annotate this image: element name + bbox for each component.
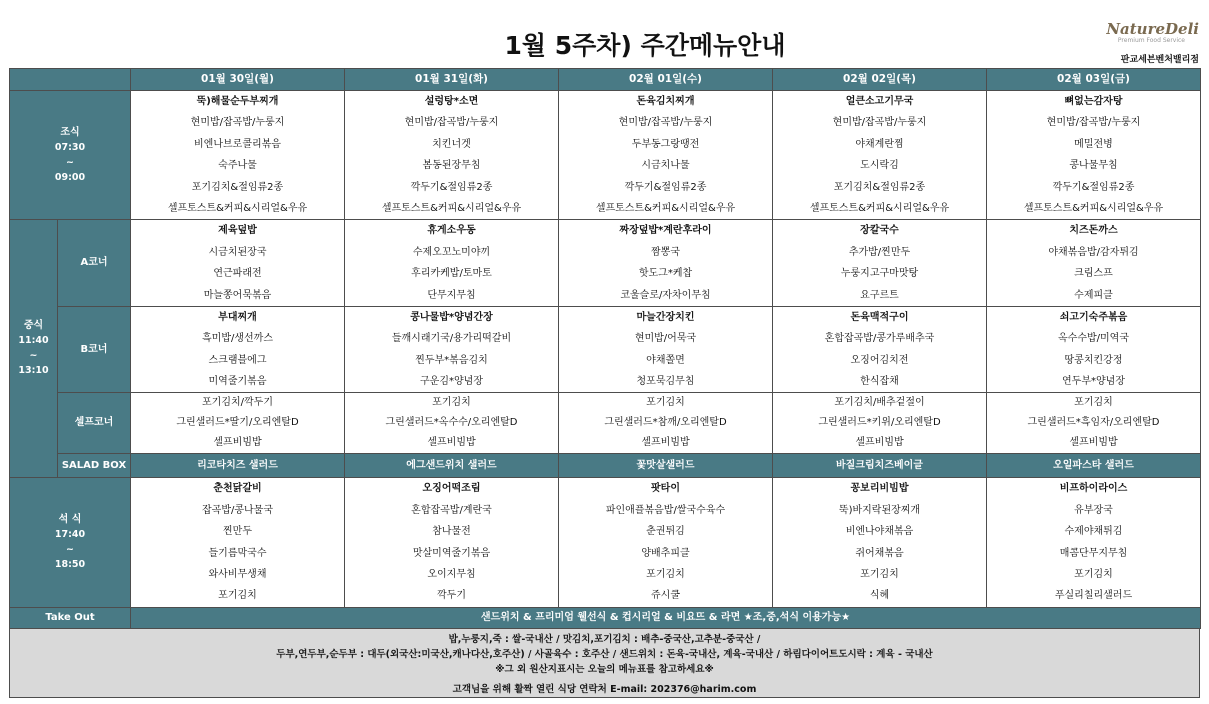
menu-item: 휴게소우동 <box>427 225 476 237</box>
lunch-menu-cell <box>987 220 1201 307</box>
day-header: 01월 31일(화) <box>345 69 559 91</box>
menu-item: 꽁보리비빔밥 <box>850 483 909 495</box>
menu-item: 춘권튀김 <box>646 526 685 538</box>
menu-item: 추가밥/찐만두 <box>848 246 911 258</box>
menu-item: 포기김치 <box>646 569 685 581</box>
menu-item: 유부장국 <box>1074 504 1113 516</box>
lunch-menu-cell <box>345 393 559 454</box>
salad-box-item: 리코타치즈 샐러드 <box>131 454 345 478</box>
menu-item: 혼합잡곡밥/계란국 <box>411 504 492 516</box>
menu-item: 포기김치 <box>432 397 471 409</box>
menu-item: 들깨시래기국/용가리떡갈비 <box>391 333 512 345</box>
breakfast-menu-cell <box>131 91 345 220</box>
corner-header-cell <box>10 69 131 91</box>
salad-box-label: SALAD BOX <box>58 454 131 478</box>
menu-item: 셀프토스트&커피&시리얼&우유 <box>167 202 308 214</box>
menu-item: 설렁탕*소면 <box>424 96 479 107</box>
menu-item: 치즈돈까스 <box>1069 225 1118 237</box>
menu-item: 한식잡채 <box>860 376 899 388</box>
menu-item: 시금치된장국 <box>208 246 267 258</box>
menu-item: 야채쫄면 <box>646 354 685 366</box>
meal-time-start: 17:40 <box>54 529 86 541</box>
takeout-label: Take Out <box>10 607 131 628</box>
menu-item: 그린샐러드*참깨/오리엔탈D <box>604 417 727 429</box>
dinner-menu-cell <box>773 478 987 607</box>
day-header-row <box>10 69 1201 91</box>
menu-item: 현미밥/잡곡밥/누룽지 <box>190 117 285 129</box>
menu-item: 포기김치 <box>218 590 257 602</box>
meal-time-end: 18:50 <box>54 559 86 571</box>
menu-item: 수제피클 <box>1074 289 1113 301</box>
menu-item: 오징어김치전 <box>850 354 909 366</box>
menu-item: 매콤단무지무침 <box>1059 547 1128 559</box>
lunch-menu-cell <box>345 306 559 393</box>
menu-item: 연두부*양념장 <box>1062 376 1125 388</box>
dinner-menu-cell <box>559 478 773 607</box>
menu-item: 구운김*양념장 <box>420 376 483 388</box>
menu-item: 장칼국수 <box>860 225 899 237</box>
dinner-menu-cell <box>345 478 559 607</box>
salad-box-row <box>10 454 1201 478</box>
menu-item: 현미밥/잡곡밥/누룽지 <box>404 117 499 129</box>
brand-logo <box>1079 20 1199 44</box>
lunch-menu-cell <box>987 306 1201 393</box>
menu-item: 포기김치 <box>1074 397 1113 409</box>
menu-item: 누룽지고구마맛탕 <box>840 268 919 280</box>
menu-item: 두부동그랑땡전 <box>631 138 700 150</box>
menu-item: 셀프토스트&커피&시리얼&우유 <box>809 202 950 214</box>
menu-item: 청포묵김무침 <box>636 376 695 388</box>
menu-item: 메밀전병 <box>1074 138 1113 150</box>
menu-item: 깍두기 <box>437 590 466 602</box>
menu-item: 셀프토스트&커피&시리얼&우유 <box>595 202 736 214</box>
weekly-menu-table <box>9 68 1201 629</box>
menu-item: 오이지무침 <box>427 569 476 581</box>
origin-line: 밥,누룽지,죽 : 쌀-국내산 / 맛김치,포기김치 : 배추-중국산,고추분-중국산 / <box>448 634 761 645</box>
dinner-label-cell <box>10 478 131 607</box>
menu-item: 스크램블에그 <box>208 354 267 366</box>
menu-item: 쥬시쿨 <box>651 590 680 602</box>
menu-item: 마늘간장치킨 <box>636 311 695 323</box>
menu-item: 야채볶음밥/감자튀김 <box>1048 246 1139 258</box>
menu-item: 깍두기&절임류2종 <box>1052 181 1135 193</box>
dinner-menu-cell <box>131 478 345 607</box>
menu-item: 포기김치&절임류2종 <box>191 181 284 193</box>
menu-item: 돈육맥적구이 <box>850 311 909 323</box>
menu-item: 비엔나야채볶음 <box>845 526 914 538</box>
corner-label: 셀프코너 <box>58 393 131 454</box>
menu-item: 쥐어채볶음 <box>855 547 904 559</box>
lunch-menu-cell <box>559 393 773 454</box>
menu-item: 짜장덮밥*계란후라이 <box>619 225 712 237</box>
menu-item: 현미밥/잡곡밥/누룽지 <box>832 117 927 129</box>
menu-item: 그린샐러드*흑임자/오리엔탈D <box>1027 417 1160 429</box>
menu-item: 치킨너겟 <box>432 138 471 150</box>
breakfast-menu-cell <box>345 91 559 220</box>
menu-item: 셀프비빔밥 <box>1069 437 1118 449</box>
logo-wordmark: NatureDeli <box>1106 20 1199 38</box>
lunch-menu-cell <box>131 393 345 454</box>
menu-item: 맛살미역줄기볶음 <box>412 547 491 559</box>
menu-item: 현미밥/어묵국 <box>634 333 697 345</box>
menu-item: 흑미밥/생선까스 <box>202 333 273 345</box>
menu-item: 오징어떡조림 <box>422 483 481 495</box>
meal-time-end: 13:10 <box>18 365 49 377</box>
origin-line: 두부,연두부,순두부 : 대두(외국산:미국산,캐나다산,호주산) / 사골육수 : 호주산 / 샌드위치 : 돈육-국내산, 계육-국내산 / 하림다이어트도시락 : 계육 - 국내산 <box>276 649 933 660</box>
salad-box-item: 꽃맛살샐러드 <box>559 454 773 478</box>
menu-item: 봄동된장무침 <box>422 160 481 172</box>
menu-item: 부대찌개 <box>218 311 257 323</box>
menu-item: 숙주나물 <box>218 160 257 172</box>
meal-time-tilde: ~ <box>66 544 74 556</box>
menu-item: 비프하이라이스 <box>1059 483 1128 495</box>
breakfast-label-cell <box>10 91 131 220</box>
menu-item: 혼합잡곡밥/콩가루배추국 <box>824 333 935 345</box>
menu-item: 마늘쫑어묵볶음 <box>203 289 272 301</box>
menu-item: 콩나물무침 <box>1069 160 1118 172</box>
menu-item: 뚝)바지락된장찌개 <box>838 504 921 516</box>
logo-tagline: Premium Food Service <box>1117 37 1185 44</box>
menu-item: 포기김치/깍두기 <box>202 397 273 409</box>
meal-name: 석 식 <box>58 514 82 526</box>
day-header: 01월 30일(월) <box>131 69 345 91</box>
menu-item: 코울슬로/자차이무침 <box>620 289 711 301</box>
menu-item: 팟타이 <box>651 483 680 495</box>
menu-item: 들기름막국수 <box>208 547 267 559</box>
menu-item: 그린샐러드*키위/오리엔탈D <box>818 417 941 429</box>
takeout-text: 샌드위치 & 프리미엄 웰선식 & 컵시리얼 & 비요뜨 & 라면 ★조,중,석식 이용가능★ <box>131 607 1201 628</box>
day-header: 02월 03일(금) <box>987 69 1201 91</box>
menu-item: 수제오꼬노미야끼 <box>412 246 491 258</box>
menu-item: 와사비무생채 <box>208 569 267 581</box>
menu-item: 찐만두 <box>223 526 252 538</box>
lunch-label-cell <box>10 220 58 478</box>
menu-item: 크림스프 <box>1074 268 1113 280</box>
menu-item: 뼈없는감자탕 <box>1064 96 1123 107</box>
menu-item: 그린샐러드*옥수수/오리엔탈D <box>385 417 518 429</box>
breakfast-row <box>10 91 1201 220</box>
breakfast-menu-cell <box>987 91 1201 220</box>
menu-item: 셀프토스트&커피&시리얼&우유 <box>1023 202 1164 214</box>
meal-time-start: 07:30 <box>54 141 86 153</box>
lunch-menu-cell <box>773 393 987 454</box>
menu-item: 후리카케밥/토마토 <box>411 268 492 280</box>
menu-item: 쇠고기숙주볶음 <box>1059 311 1128 323</box>
salad-box-item: 에그샌드위치 샐러드 <box>345 454 559 478</box>
menu-item: 셀프비빔밥 <box>427 437 476 449</box>
meal-name: 중식 <box>23 320 44 332</box>
breakfast-menu-cell <box>773 91 987 220</box>
menu-item: 얼큰소고기무국 <box>845 96 914 107</box>
lunch-menu-cell <box>131 306 345 393</box>
lunch-menu-cell <box>345 220 559 307</box>
menu-item: 포기김치 <box>860 569 899 581</box>
takeout-row <box>10 607 1201 628</box>
menu-item: 미역줄기볶음 <box>208 376 267 388</box>
day-header: 02월 01일(수) <box>559 69 773 91</box>
menu-item: 그린샐러드*딸기/오리엔탈D <box>176 417 299 429</box>
menu-item: 연근파래전 <box>213 268 262 280</box>
lunch-menu-cell <box>131 220 345 307</box>
menu-item: 셀프토스트&커피&시리얼&우유 <box>381 202 522 214</box>
menu-item: 깍두기&절임류2종 <box>624 181 707 193</box>
menu-item: 찐두부*볶음김치 <box>415 354 488 366</box>
menu-item: 춘천닭갈비 <box>213 483 262 495</box>
lunch-menu-cell <box>559 306 773 393</box>
menu-item: 뚝)해물순두부찌개 <box>196 96 279 107</box>
lunch-menu-cell <box>773 220 987 307</box>
menu-item: 야채계란찜 <box>855 138 904 150</box>
menu-item: 시금치나물 <box>641 160 690 172</box>
menu-item: 푸실리칠리샐러드 <box>1054 590 1133 602</box>
lunch-self-row <box>10 393 1201 454</box>
menu-item: 수제야채튀김 <box>1064 526 1123 538</box>
salad-box-item: 바질크림치즈베이글 <box>773 454 987 478</box>
menu-item: 셀프비빔밥 <box>855 437 904 449</box>
meal-time-tilde: ~ <box>29 350 38 362</box>
menu-item: 참나물전 <box>432 526 471 538</box>
lunch-menu-cell <box>987 393 1201 454</box>
menu-item: 단무지무침 <box>427 289 476 301</box>
menu-item: 잡곡밥/콩나물국 <box>202 504 273 516</box>
lunch-menu-cell <box>773 306 987 393</box>
origin-note: ※그 외 원산지표시는 오늘의 메뉴표를 참고하세요※ <box>495 664 714 675</box>
origin-notice-footer <box>9 628 1200 698</box>
menu-item: 파인애플볶음밥/쌀국수육수 <box>605 504 726 516</box>
meal-time-end: 09:00 <box>54 171 86 183</box>
menu-item: 땅콩치킨강정 <box>1064 354 1123 366</box>
lunch-b-row <box>10 306 1201 393</box>
menu-item: 현미밥/잡곡밥/누룽지 <box>618 117 713 129</box>
menu-item: 짬뽕국 <box>651 246 680 258</box>
dinner-menu-cell <box>987 478 1201 607</box>
meal-name: 조식 <box>60 126 80 138</box>
menu-item: 돈육김치찌개 <box>636 96 695 107</box>
menu-item: 식혜 <box>869 590 890 602</box>
menu-item: 현미밥/잡곡밥/누룽지 <box>1046 117 1141 129</box>
menu-item: 핫도그*케찹 <box>638 268 693 280</box>
contact-line: 고객님을 위해 활짝 열린 식당 연락처 E-mail: 202376@harim.com <box>452 684 757 695</box>
corner-label: B코너 <box>58 306 131 393</box>
menu-item: 셀프비빔밥 <box>213 437 262 449</box>
breakfast-menu-cell <box>559 91 773 220</box>
corner-label: A코너 <box>58 220 131 307</box>
salad-box-item: 오일파스타 샐러드 <box>987 454 1201 478</box>
branch-name: 판교세븐벤처밸리점 <box>1120 55 1199 65</box>
menu-item: 콩나물밥*양념간장 <box>410 311 493 323</box>
lunch-a-row <box>10 220 1201 307</box>
menu-item: 도시락김 <box>860 160 899 172</box>
menu-item: 비엔나브로콜리볶음 <box>194 138 281 150</box>
menu-item: 포기김치&절임류2종 <box>833 181 926 193</box>
dinner-row <box>10 478 1201 607</box>
menu-item: 포기김치 <box>646 397 685 409</box>
meal-time-start: 11:40 <box>18 335 49 347</box>
menu-item: 옥수수밥/미역국 <box>1058 333 1129 345</box>
menu-item: 포기김치 <box>1074 569 1113 581</box>
meal-time-tilde: ~ <box>66 156 74 168</box>
menu-item: 셀프비빔밥 <box>641 437 690 449</box>
lunch-menu-cell <box>559 220 773 307</box>
menu-item: 포기김치/배추겉절이 <box>834 397 925 409</box>
menu-item: 요구르트 <box>860 289 899 301</box>
page-title: 1월 5주차) 주간메뉴안내 <box>504 31 786 60</box>
menu-item: 제육덮밥 <box>218 225 257 237</box>
menu-item: 양배추피클 <box>641 547 690 559</box>
day-header: 02월 02일(목) <box>773 69 987 91</box>
menu-item: 깍두기&절임류2종 <box>410 181 493 193</box>
